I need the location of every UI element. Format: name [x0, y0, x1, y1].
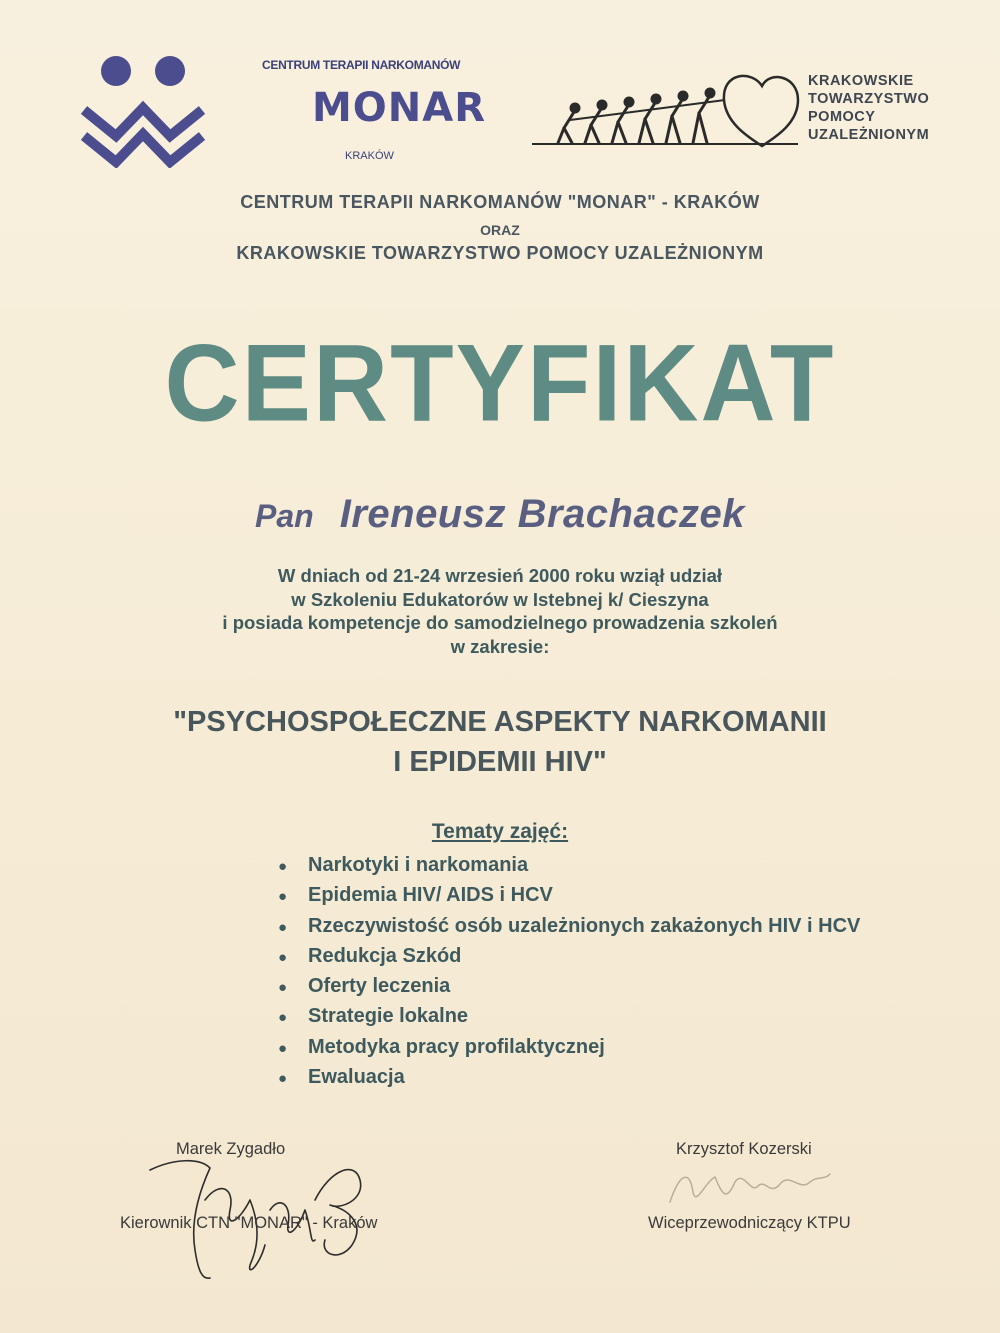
list-item: ● Metodyka pracy profilaktycznej — [278, 1032, 860, 1062]
organizer-conjunction: ORAZ — [480, 222, 520, 238]
list-item: ● Epidemia HIV/ AIDS i HCV — [278, 880, 860, 910]
ktpu-tug-of-war-logo — [530, 66, 800, 152]
organizer-monar: CENTRUM TERAPII NARKOMANÓW "MONAR" - KRAKÓW — [240, 192, 760, 212]
right-signatory-name: Krzysztof Kozerski — [676, 1140, 812, 1158]
list-item: ● Oferty leczenia — [278, 971, 860, 1001]
training-topic: "PSYCHOSPOŁECZNE ASPEKTY NARKOMANII I EPIDEMII HIV" — [173, 706, 827, 778]
bullet-icon: ● — [278, 858, 288, 875]
faint-signature — [665, 1162, 835, 1212]
list-item: ● Narkotyki i narkomania — [278, 850, 860, 880]
list-item: ● Redukcja Szkód — [278, 941, 860, 971]
bullet-icon: ● — [278, 979, 288, 997]
bullet-icon: ● — [278, 888, 288, 906]
recipient-name: Ireneusz Brachaczek — [339, 492, 745, 536]
left-signatory-role: Kierownik CTN "MONAR" - Kraków — [120, 1214, 378, 1232]
description: W dniach od 21-24 wrzesień 2000 roku wziął udział w Szkoleniu Edukatorów w Istebnej k/ Cieszyna i posiada kompetencje do samodzielnego prowadzenia szkoleń w zakresie: — [222, 565, 778, 657]
list-item: ● Rzeczywistość osób uzależnionych zakażonych HIV i HCV — [278, 911, 860, 941]
right-signatory-role: Wiceprzewodniczący KTPU — [648, 1214, 851, 1232]
recipient — [0, 492, 1000, 537]
left-signatory-name: Marek Zygadło — [176, 1140, 286, 1158]
bullet-icon: ● — [278, 1039, 288, 1057]
ktpu-name: KRAKOWSKIE TOWARZYSTWO POMOCY UZALEŻNIONYM — [808, 73, 930, 143]
bullet-icon: ● — [278, 1070, 288, 1088]
certificate-title: CERTYFIKAT — [164, 323, 836, 445]
list-item: ● Strategie lokalne — [278, 1001, 860, 1031]
monar-city: KRAKÓW — [345, 150, 394, 162]
topics-list — [278, 850, 860, 1092]
monar-subtitle: CENTRUM TERAPII NARKOMANÓW — [262, 58, 461, 72]
organizer-ktpu: KRAKOWSKIE TOWARZYSTWO POMOCY UZALEŻNIONYM — [236, 243, 764, 263]
bullet-icon: ● — [278, 918, 288, 936]
bullet-icon: ● — [278, 948, 288, 966]
list-item: ● Ewaluacja — [278, 1062, 860, 1092]
recipient-prefix: Pan — [255, 498, 314, 534]
bullet-icon: ● — [278, 1009, 288, 1027]
topics-heading: Tematy zajęć: — [431, 820, 569, 843]
monar-people-logo — [78, 52, 208, 168]
monar-logo-text: MONAR — [312, 85, 487, 131]
